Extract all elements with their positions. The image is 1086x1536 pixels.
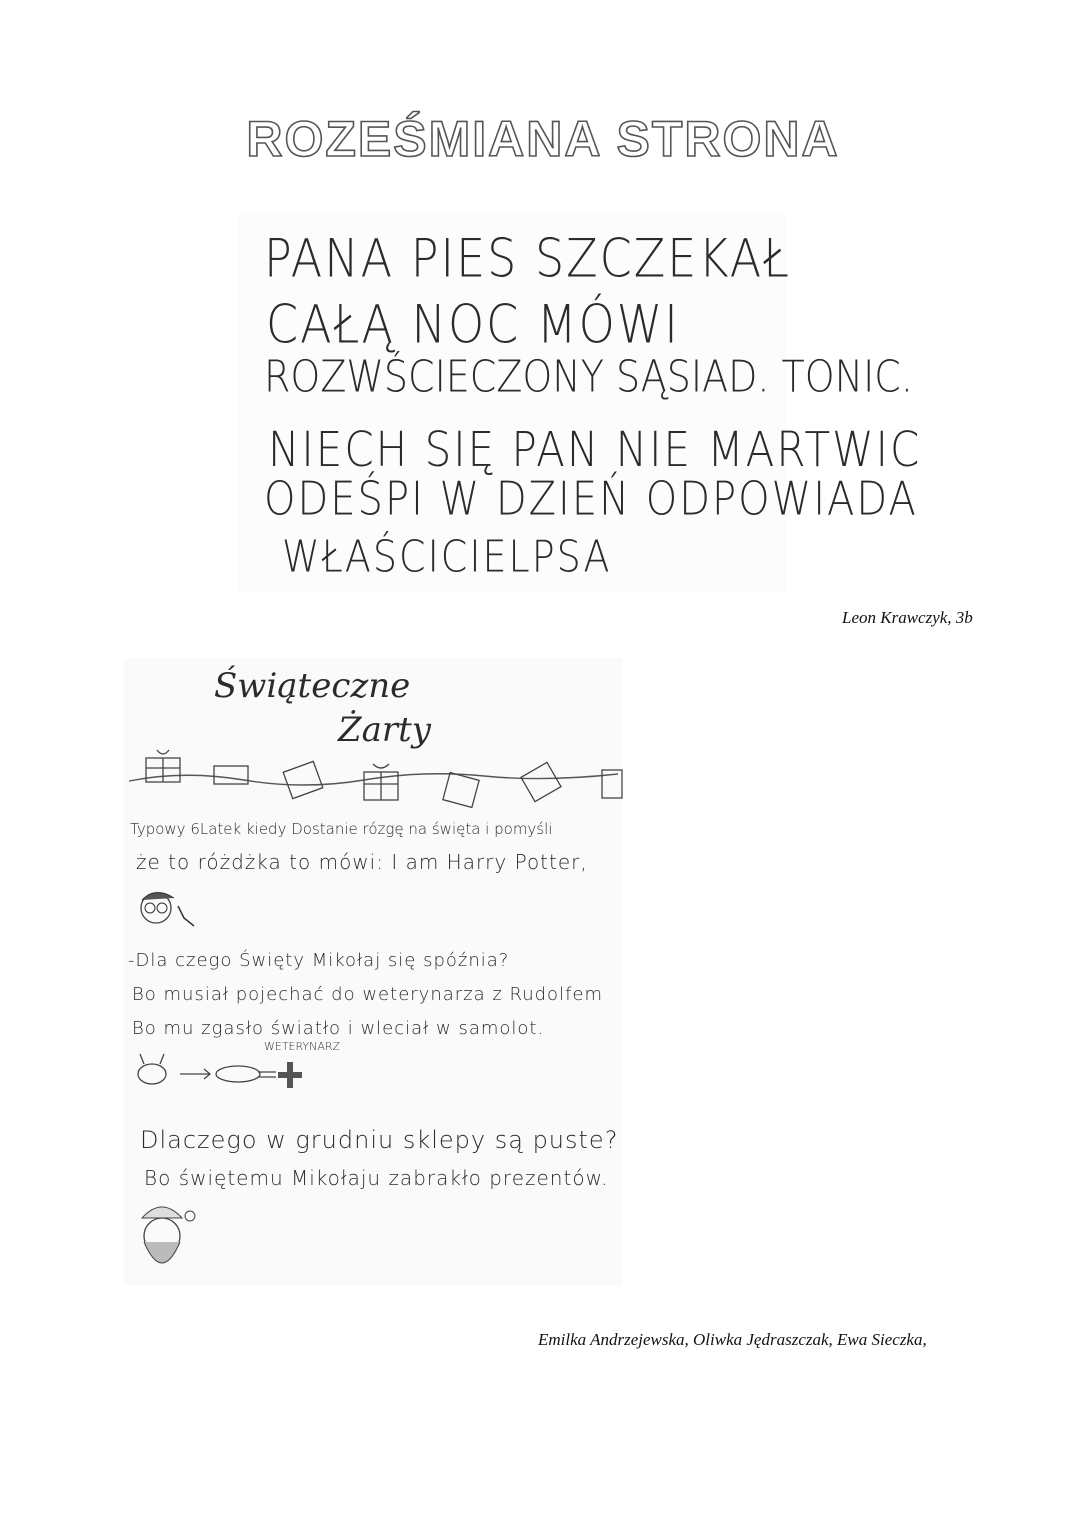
- joke-line: ROZWŚCIECZONY SĄSIAD. TONIC.: [264, 351, 913, 402]
- reindeer-plane-vet-drawing: [130, 1042, 320, 1092]
- page-title: ROZEŚMIANA STRONA: [246, 111, 840, 167]
- drawing-label: WETERYNARZ: [264, 1040, 341, 1053]
- heading-word: Świąteczne: [214, 666, 411, 706]
- present-icon: [443, 773, 479, 808]
- harry-potter-drawing: [136, 886, 196, 938]
- joke-line: WŁAŚCICIELPSA: [282, 531, 612, 582]
- christmas-jokes-scan: [124, 658, 622, 1285]
- present-icon: [521, 762, 561, 801]
- present-icon: [283, 761, 323, 798]
- joke-text: Typowy 6Latek kiedy Dostanie rózgę na święta i pomyśli: [130, 820, 553, 838]
- garland-drawing: [124, 658, 622, 818]
- joke-line: PANA PIES SZCZEKAŁ: [264, 227, 792, 290]
- author-caption: Leon Krawczyk, 3b: [842, 608, 973, 627]
- handwritten-joke-scan: [238, 213, 922, 591]
- santa-drawing: [130, 1198, 200, 1278]
- present-icon: [214, 766, 248, 784]
- joke-text: że to różdżka to mówi: I am Harry Potter,: [136, 850, 588, 874]
- joke-line: NIECH SIĘ PAN NIE MARTWIC: [268, 421, 922, 478]
- authors-caption: Emilka Andrzejewska, Oliwka Jędraszczak, Ewa Sieczka,: [538, 1330, 927, 1349]
- joke-text: Bo musiał pojechać do weterynarza z Rudolfem: [132, 984, 604, 1005]
- joke-text: Bo świętemu Mikołaju zabrakło prezentów.: [144, 1166, 609, 1190]
- heading-word: Żarty: [338, 710, 432, 750]
- joke-line: CAŁĄ NOC MÓWI: [266, 293, 680, 356]
- joke-text: Dlaczego w grudniu sklepy są puste?: [140, 1126, 619, 1154]
- joke-text: Bo mu zgasło światło i wleciał w samolot.: [132, 1018, 545, 1039]
- joke-text: -Dla czego Święty Mikołaj się spóźnia?: [128, 950, 510, 971]
- joke-line: ODEŚPI W DZIEŃ ODPOWIADA: [264, 473, 918, 526]
